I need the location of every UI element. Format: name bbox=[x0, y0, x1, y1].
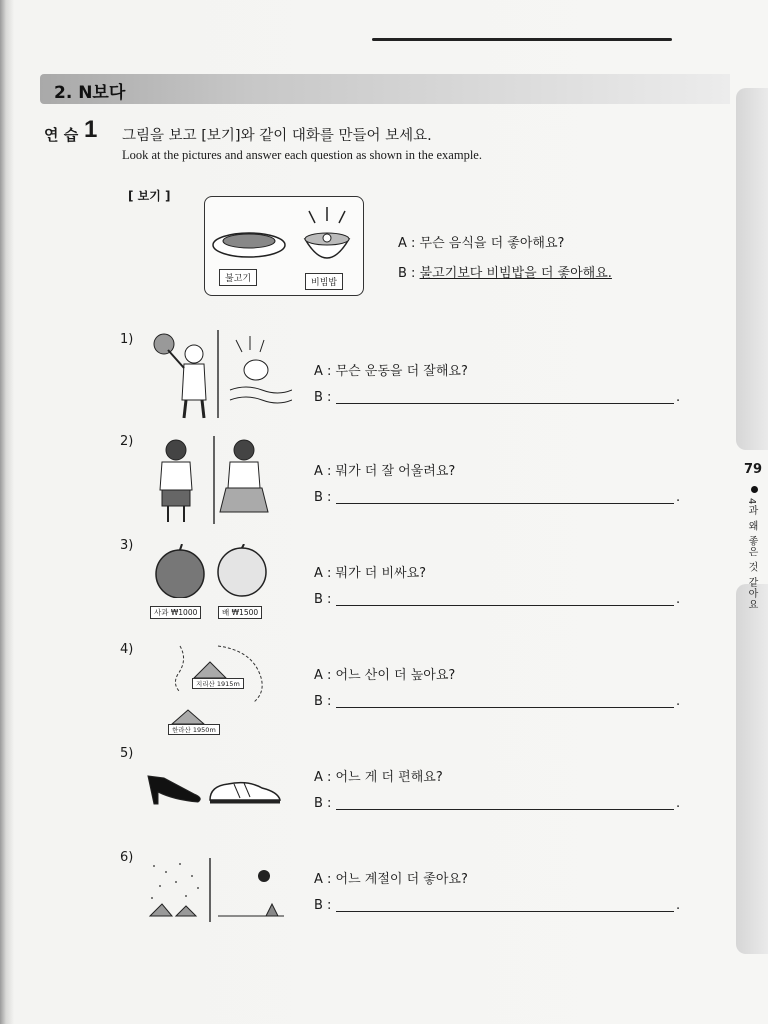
exercise-label: 연 습 bbox=[44, 126, 79, 144]
basketball-swimming-illustration bbox=[146, 330, 292, 420]
page-number: 79 bbox=[744, 462, 763, 477]
shoes-illustration bbox=[144, 770, 284, 806]
side-decoration-top bbox=[736, 88, 768, 450]
question-6: A : 어느 계절이 더 좋아요? bbox=[314, 872, 468, 887]
example-picture-box bbox=[204, 196, 364, 296]
answer-blank-4[interactable] bbox=[336, 694, 674, 708]
apple-pear-illustration bbox=[150, 544, 274, 598]
item-number: 6) bbox=[120, 850, 134, 865]
mountain-tag-hallasan: 한라산 1950m bbox=[168, 724, 220, 735]
mountain-tag-jirisan: 지리산 1915m bbox=[192, 678, 244, 689]
item-number: 2) bbox=[120, 434, 134, 449]
chapter-title: 4과 왜 좋은 것 같아요 bbox=[746, 498, 757, 611]
answer-blank-1[interactable] bbox=[336, 390, 674, 404]
answer-blank-2[interactable] bbox=[336, 490, 674, 504]
winter-summer-illustration bbox=[146, 858, 286, 922]
item-number: 4) bbox=[120, 642, 134, 657]
section-title: 2. N보다 bbox=[54, 83, 126, 103]
answer-blank-6[interactable] bbox=[336, 898, 674, 912]
question-3: A : 뭐가 더 비싸요? bbox=[314, 566, 427, 581]
item-number: 3) bbox=[120, 538, 134, 553]
top-rule bbox=[372, 38, 672, 41]
answer-period-1: . bbox=[676, 390, 681, 405]
answer-period-4: . bbox=[676, 694, 681, 709]
example-answer-prefix: B : bbox=[398, 266, 420, 281]
food-label-bulgogi: 불고기 bbox=[219, 269, 257, 286]
instruction-korean: 그림을 보고 [보기]와 같이 대화를 만들어 보세요. bbox=[122, 128, 432, 144]
food-label-bibimbap: 비빔밥 bbox=[305, 273, 343, 290]
answer-label-5: B : bbox=[314, 796, 332, 811]
answer-blank-3[interactable] bbox=[336, 592, 674, 606]
answer-period-5: . bbox=[676, 796, 681, 811]
answer-label-3: B : bbox=[314, 592, 332, 607]
outfit-comparison-illustration bbox=[146, 436, 276, 524]
example-answer-text: 불고기보다 비빔밥을 더 좋아해요. bbox=[419, 266, 612, 281]
answer-label-1: B : bbox=[314, 390, 332, 405]
question-5: A : 어느 게 더 편해요? bbox=[314, 770, 443, 785]
item-number: 5) bbox=[120, 746, 134, 761]
example-question: A : 무슨 음식을 더 좋아해요? bbox=[398, 236, 565, 251]
answer-label-6: B : bbox=[314, 898, 332, 913]
example-answer bbox=[398, 262, 612, 281]
answer-period-3: . bbox=[676, 592, 681, 607]
item-number: 1) bbox=[120, 332, 134, 347]
answer-label-4: B : bbox=[314, 694, 332, 709]
section-header-bar bbox=[40, 74, 730, 104]
instruction-english: Look at the pictures and answer each question as shown in the example. bbox=[122, 148, 482, 162]
price-tag-pear: 배 ₩1500 bbox=[218, 606, 262, 619]
answer-label-2: B : bbox=[314, 490, 332, 505]
bullet-dot bbox=[751, 486, 758, 493]
question-2: A : 뭐가 더 잘 어울려요? bbox=[314, 464, 456, 479]
question-1: A : 무슨 운동을 더 잘해요? bbox=[314, 364, 468, 379]
answer-period-2: . bbox=[676, 490, 681, 505]
price-tag-apple: 사과 ₩1000 bbox=[150, 606, 201, 619]
side-decoration-bottom bbox=[736, 584, 768, 954]
question-4: A : 어느 산이 더 높아요? bbox=[314, 668, 456, 683]
answer-blank-5[interactable] bbox=[336, 796, 674, 810]
example-tag: [ 보기 ] bbox=[128, 189, 171, 203]
answer-period-6: . bbox=[676, 898, 681, 913]
exercise-number: 1 bbox=[84, 116, 98, 143]
